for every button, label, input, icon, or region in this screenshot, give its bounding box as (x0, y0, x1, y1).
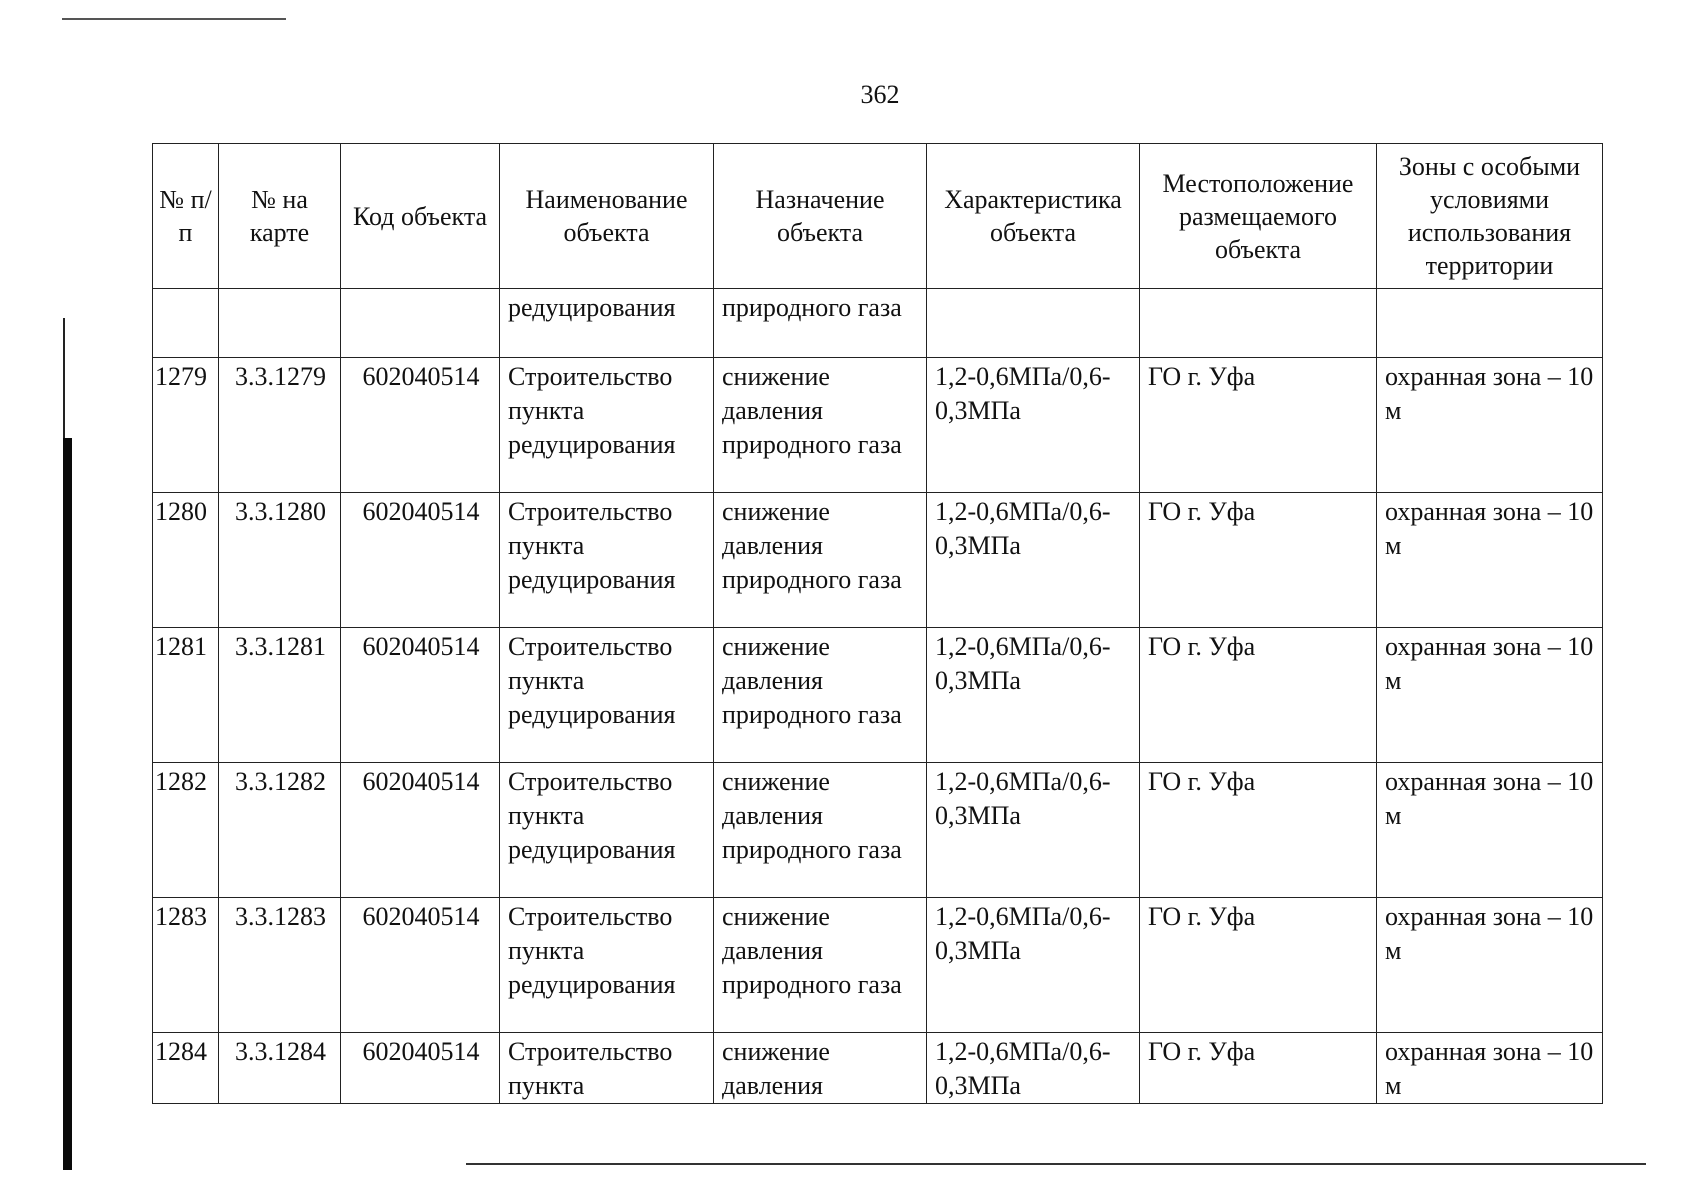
cell-code: 602040514 (341, 493, 500, 628)
cell-zones: охранная зона – 10 м (1377, 1033, 1603, 1104)
cell-code (341, 289, 500, 358)
table-row (153, 898, 1603, 1033)
cell-name: Строительство пункта (500, 1033, 714, 1104)
page-number: 362 (860, 80, 900, 109)
cell-code: 602040514 (341, 358, 500, 493)
cell-map-no: 3.3.1283 (219, 898, 341, 1033)
cell-characteristic: 1,2-0,6МПа/0,6-0,3МПа (927, 898, 1140, 1033)
header-num: № п/п (153, 144, 219, 289)
table-header-row (153, 144, 1603, 289)
cell-location (1140, 289, 1377, 358)
cell-num: 1282 (153, 763, 219, 898)
cell-location: ГО г. Уфа (1140, 358, 1377, 493)
cell-name: Строительство пункта редуцирования (500, 358, 714, 493)
cell-location: ГО г. Уфа (1140, 763, 1377, 898)
scan-margin-bar (63, 318, 65, 438)
cell-code: 602040514 (341, 763, 500, 898)
cell-map-no: 3.3.1284 (219, 1033, 341, 1104)
cell-characteristic: 1,2-0,6МПа/0,6-0,3МПа (927, 1033, 1140, 1104)
cell-characteristic: 1,2-0,6МПа/0,6-0,3МПа (927, 358, 1140, 493)
header-location: Местоположение размещаемого объекта (1140, 144, 1377, 289)
cell-num: 1280 (153, 493, 219, 628)
cell-name: Строительство пункта редуцирования (500, 763, 714, 898)
table-row (153, 358, 1603, 493)
header-purpose: Назначение объекта (714, 144, 927, 289)
cell-purpose: снижение давления природного газа (714, 358, 927, 493)
cell-characteristic: 1,2-0,6МПа/0,6-0,3МПа (927, 628, 1140, 763)
cell-purpose: природного газа (714, 289, 927, 358)
header-name: Наименование объекта (500, 144, 714, 289)
cell-code: 602040514 (341, 628, 500, 763)
cell-num: 1283 (153, 898, 219, 1033)
cell-purpose: снижение давления природного газа (714, 628, 927, 763)
cell-purpose: снижение давления (714, 1033, 927, 1104)
cell-location: ГО г. Уфа (1140, 898, 1377, 1033)
cell-map-no: 3.3.1280 (219, 493, 341, 628)
cell-name: Строительство пункта редуцирования (500, 493, 714, 628)
cell-zones: охранная зона – 10 м (1377, 493, 1603, 628)
cell-location: ГО г. Уфа (1140, 493, 1377, 628)
cell-map-no (219, 289, 341, 358)
cell-name: Строительство пункта редуцирования (500, 898, 714, 1033)
cell-zones: охранная зона – 10 м (1377, 628, 1603, 763)
cell-zones: охранная зона – 10 м (1377, 358, 1603, 493)
header-zones: Зоны с особыми условиями использования территории (1377, 144, 1603, 289)
cell-characteristic: 1,2-0,6МПа/0,6-0,3МПа (927, 763, 1140, 898)
cell-map-no: 3.3.1281 (219, 628, 341, 763)
cell-purpose: снижение давления природного газа (714, 493, 927, 628)
cell-location: ГО г. Уфа (1140, 1033, 1377, 1104)
cell-map-no: 3.3.1279 (219, 358, 341, 493)
table-row (153, 1033, 1603, 1104)
header-characteristic: Характеристика объекта (927, 144, 1140, 289)
cell-map-no: 3.3.1282 (219, 763, 341, 898)
cell-location: ГО г. Уфа (1140, 628, 1377, 763)
cell-num: 1279 (153, 358, 219, 493)
cell-zones (1377, 289, 1603, 358)
cell-num: 1281 (153, 628, 219, 763)
table-row-continuation (153, 289, 1603, 358)
bottom-rule (466, 1163, 1646, 1165)
cell-characteristic (927, 289, 1140, 358)
cell-characteristic: 1,2-0,6МПа/0,6-0,3МПа (927, 493, 1140, 628)
header-code: Код объекта (341, 144, 500, 289)
table-row (153, 628, 1603, 763)
cell-code: 602040514 (341, 898, 500, 1033)
table-row (153, 493, 1603, 628)
cell-code: 602040514 (341, 1033, 500, 1104)
top-rule (62, 18, 286, 20)
table-row (153, 763, 1603, 898)
objects-table (152, 143, 1603, 1104)
cell-num (153, 289, 219, 358)
cell-num: 1284 (153, 1033, 219, 1104)
scan-margin-bar-thick (63, 438, 72, 1170)
cell-purpose: снижение давления природного газа (714, 763, 927, 898)
cell-name: Строительство пункта редуцирования (500, 628, 714, 763)
header-map-no: № на карте (219, 144, 341, 289)
cell-name: редуцирования (500, 289, 714, 358)
cell-zones: охранная зона – 10 м (1377, 763, 1603, 898)
cell-purpose: снижение давления природного газа (714, 898, 927, 1033)
cell-zones: охранная зона – 10 м (1377, 898, 1603, 1033)
